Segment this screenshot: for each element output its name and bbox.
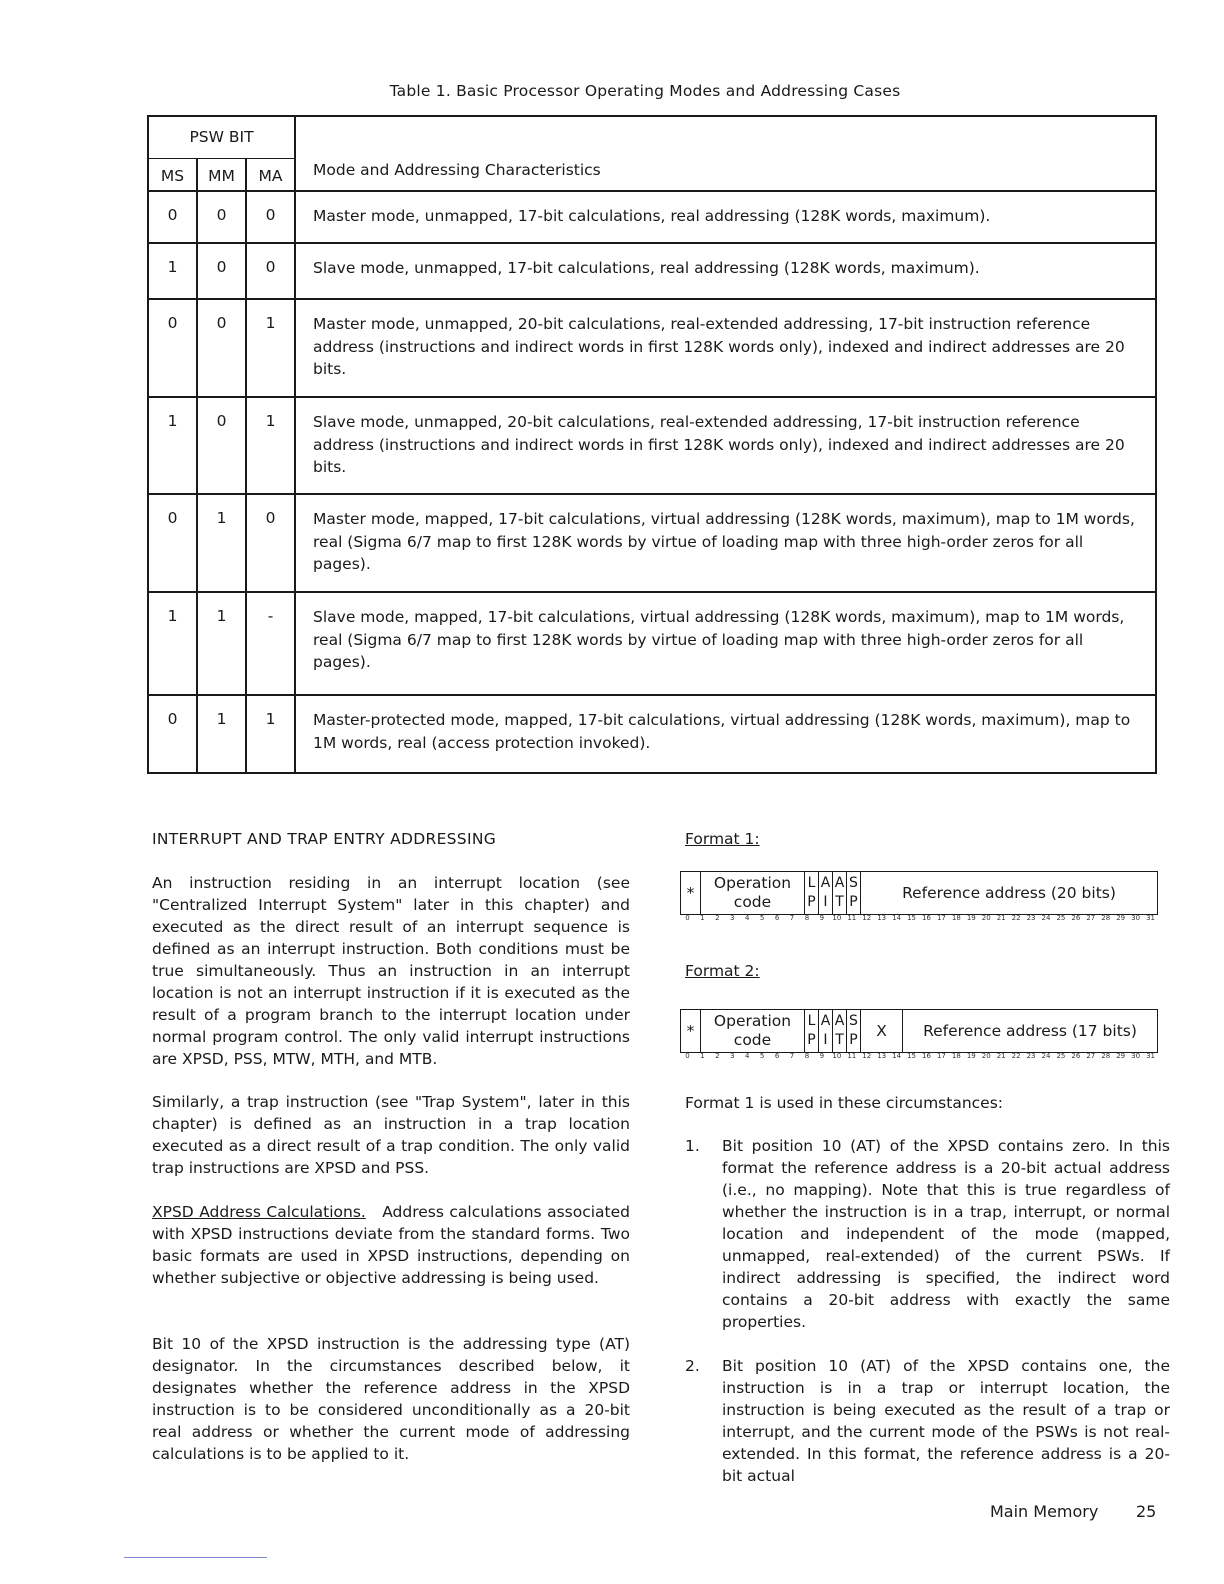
mm-cell: 0: [197, 191, 246, 243]
bit-tick: 13: [877, 1052, 887, 1060]
bit-tick: 27: [1086, 914, 1096, 922]
desc-cell: Slave mode, unmapped, 20-bit calculations, real-extended addressing, 17-bit instruction reference address (instructions and indirect words in first 128K words only), indexed and indirect addresses are 20 bits.: [295, 397, 1156, 494]
bit-tick: 7: [789, 1052, 795, 1060]
desc-cell: Master-protected mode, mapped, 17-bit calculations, virtual addressing (128K words, maximum), map to 1M words, real (access protection invoked).: [295, 695, 1156, 773]
table-caption: Table 1. Basic Processor Operating Modes and Addressing Cases: [389, 82, 901, 100]
bit-tick: 16: [922, 1052, 931, 1060]
table-row: [148, 494, 1156, 592]
table-row: [148, 397, 1156, 494]
desc-cell: Slave mode, mapped, 17-bit calculations, virtual addressing (128K words, maximum), map to 1M words, real (Sigma 6/7 map to first 128K words by virtue of loading map with three high-order zeros for all pages).: [295, 592, 1156, 695]
list-number: 1.: [685, 1137, 700, 1155]
bit-tick: 7: [789, 914, 795, 922]
ms-cell: 0: [148, 695, 197, 773]
bit-tick: 15: [907, 1052, 916, 1060]
lp-field: L P: [805, 872, 819, 914]
bit-tick: 5: [759, 914, 765, 922]
mm-cell: 1: [197, 695, 246, 773]
bit-tick: 2: [715, 1052, 720, 1060]
ms-cell: 0: [148, 299, 197, 397]
sp-field: S P: [847, 1010, 861, 1052]
bit-tick: 10: [832, 914, 842, 922]
bit-tick: 3: [730, 1052, 735, 1060]
table-row: [148, 695, 1156, 773]
bit-tick: 10: [832, 1052, 842, 1060]
mm-cell: 0: [197, 299, 246, 397]
psw-bit-header: PSW BIT: [148, 116, 295, 158]
ms-header: MS: [148, 158, 197, 191]
bit-tick: 30: [1131, 914, 1141, 922]
paragraph-xpsd: [152, 1201, 630, 1289]
bit-tick: 14: [892, 914, 902, 922]
bit-tick: 22: [1011, 1052, 1021, 1060]
list-text: Bit position 10 (AT) of the XPSD contains one, the instruction is in a trap or interrupt location, the instruction is being executed as the result of a trap or interrupt, and the current mode of the PSWs is not real-extended. In this format, the reference address is a 20-bit actual: [722, 1357, 1170, 1485]
bit-tick: 26: [1071, 914, 1081, 922]
desc-header: Mode and Addressing Characteristics: [295, 116, 1156, 191]
format1-label: Format 1:: [685, 830, 760, 848]
table-header-row: [148, 116, 1156, 158]
bit-tick: 8: [804, 914, 810, 922]
mm-cell: 1: [197, 592, 246, 695]
ma-cell: 1: [246, 397, 295, 494]
bit-tick: 9: [819, 1052, 825, 1060]
ms-cell: 1: [148, 592, 197, 695]
bit-tick: 16: [922, 914, 931, 922]
ai-field: A I: [819, 1010, 833, 1052]
bit-tick: 30: [1131, 1052, 1141, 1060]
ms-cell: 0: [148, 494, 197, 592]
bit-tick: 6: [774, 1052, 780, 1060]
ma-cell: 1: [246, 695, 295, 773]
ms-cell: 1: [148, 397, 197, 494]
ma-cell: 1: [246, 299, 295, 397]
bit-tick: 1: [700, 1052, 705, 1060]
xpsd-subheading: XPSD Address Calculations.: [152, 1203, 366, 1221]
mm-header: MM: [197, 158, 246, 191]
bit-tick: 11: [847, 1052, 857, 1060]
bit-tick: 17: [936, 914, 946, 922]
format1-diagram: [680, 871, 1158, 915]
bit-tick: 25: [1056, 1052, 1066, 1060]
desc-cell: Slave mode, unmapped, 17-bit calculations, real addressing (128K words, maximum).: [295, 243, 1156, 299]
section-heading: INTERRUPT AND TRAP ENTRY ADDRESSING: [152, 830, 497, 848]
list-item-2: [685, 1355, 1170, 1487]
bit-scale-1: [680, 914, 1158, 922]
at-field: A T: [833, 872, 847, 914]
paragraph-bit10: Bit 10 of the XPSD instruction is the addressing type (AT) designator. In the circumstances described below, it designates whether the reference address in the XPSD instruction is to be considered unconditionally as a 20-bit real address or whether the current mode of addressing calculations is to be applied to it.: [152, 1335, 630, 1463]
bit-tick: 28: [1101, 1052, 1111, 1060]
table-row: [148, 243, 1156, 299]
list-number: 2.: [685, 1357, 700, 1375]
bit-tick: 6: [774, 914, 780, 922]
bit-tick: 31: [1146, 1052, 1155, 1060]
bit-tick: 21: [996, 914, 1006, 922]
desc-cell: Master mode, mapped, 17-bit calculations, virtual addressing (128K words, maximum), map to 1M words, real (Sigma 6/7 map to first 128K words by virtue of loading map with three high-order zeros for all pages).: [295, 494, 1156, 592]
bit-tick: 27: [1086, 1052, 1096, 1060]
paragraph-interrupt: An instruction residing in an interrupt location (see "Centralized Interrupt System" later in this chapter) and executed as the direct result of an interrupt sequence is defined as an interrupt instruction. Both conditions must be true simultaneously. Thus an instruction in an interrupt location is not an interrupt instruction if it is executed as the result of a program branch to the interrupt location under normal program control. The only valid interrupt instructions are XPSD, PSS, MTW, MTH, and MTB.: [152, 874, 630, 1068]
bit-tick: 29: [1116, 914, 1126, 922]
list-text: Bit position 10 (AT) of the XPSD contains zero. In this format the reference address is a 20-bit actual address (i.e., no mapping). Note that this is true regardless of whether the instruction is in a trap, interrupt, or normal location and independent of the mode (mapped, unmapped, real-extended) of the current PSWs. If indirect addressing is specified, the indirect word contains a 20-bit address with exactly the same properties.: [722, 1137, 1170, 1331]
bit-tick: 4: [744, 1052, 750, 1060]
bit-tick: 25: [1056, 914, 1066, 922]
table-row: [148, 592, 1156, 695]
bit-tick: 23: [1026, 1052, 1036, 1060]
bit-tick: 17: [936, 1052, 946, 1060]
bit-tick: 28: [1101, 914, 1111, 922]
ma-cell: 0: [246, 243, 295, 299]
desc-cell: Master mode, unmapped, 20-bit calculations, real-extended addressing, 17-bit instruction reference address (instructions and indirect words in first 128K words only), indexed and indirect addresses are 20 bits.: [295, 299, 1156, 397]
bit-tick: 11: [847, 914, 857, 922]
ma-header: MA: [246, 158, 295, 191]
format1-intro: Format 1 is used in these circumstances:: [685, 1094, 1004, 1112]
bit-tick: 8: [804, 1052, 810, 1060]
list-item-1: [685, 1135, 1170, 1333]
bit-tick: 22: [1011, 914, 1021, 922]
footer-section: Main Memory: [990, 1502, 1099, 1521]
xpsd-text: Address calculations associated with XPSD instructions deviate from the standard forms. Two basic formats are used in XPSD instructions, depending on whether subjective or objective addressing is being used.: [152, 1203, 630, 1287]
ai-field: A I: [819, 872, 833, 914]
paragraph-trap: Similarly, a trap instruction (see "Trap System", later in this chapter) is defined as an instruction in a trap location executed as a direct result of a trap condition. The only valid trap instructions are XPSD and PSS.: [152, 1093, 630, 1177]
bit-tick: 15: [907, 914, 916, 922]
format2-diagram: [680, 1009, 1158, 1053]
bit-tick: 12: [862, 914, 872, 922]
table-row: [148, 191, 1156, 243]
reference-address-20-field: Reference address (20 bits): [902, 884, 1116, 902]
star-field: *: [681, 1010, 701, 1052]
bit-tick: 20: [981, 1052, 991, 1060]
bit-tick: 12: [862, 1052, 872, 1060]
page-number: 25: [1136, 1502, 1157, 1521]
bit-tick: 31: [1146, 914, 1155, 922]
bit-tick: 21: [996, 1052, 1006, 1060]
bit-tick: 3: [730, 914, 735, 922]
bottom-rule: [124, 1557, 267, 1558]
bit-scale-2: [680, 1052, 1158, 1060]
opcode-field: Operation code: [701, 1010, 805, 1052]
reference-address-17-field: Reference address (17 bits): [923, 1022, 1137, 1040]
ma-cell: 0: [246, 494, 295, 592]
lp-field: L P: [805, 1010, 819, 1052]
bit-tick: 18: [951, 914, 961, 922]
opcode-field: Operation code: [701, 872, 805, 914]
bit-tick: 4: [744, 914, 750, 922]
sp-field: S P: [847, 872, 861, 914]
bit-tick: 13: [877, 914, 887, 922]
ma-cell: 0: [246, 191, 295, 243]
at-field: A T: [833, 1010, 847, 1052]
mm-cell: 0: [197, 243, 246, 299]
format2-label: Format 2:: [685, 962, 760, 980]
bit-tick: 1: [700, 914, 705, 922]
table-row: [148, 299, 1156, 397]
ms-cell: 1: [148, 243, 197, 299]
bit-tick: 23: [1026, 914, 1036, 922]
desc-cell: Master mode, unmapped, 17-bit calculations, real addressing (128K words, maximum).: [295, 191, 1156, 243]
bit-tick: 0: [685, 1052, 690, 1060]
mm-cell: 1: [197, 494, 246, 592]
bit-tick: 24: [1041, 1052, 1051, 1060]
bit-tick: 2: [715, 914, 720, 922]
bit-tick: 20: [981, 914, 991, 922]
bit-tick: 26: [1071, 1052, 1081, 1060]
bit-tick: 14: [892, 1052, 902, 1060]
bit-tick: 9: [819, 914, 825, 922]
bit-tick: 29: [1116, 1052, 1126, 1060]
bit-tick: 24: [1041, 914, 1051, 922]
modes-table: [147, 115, 1157, 774]
bit-tick: 19: [966, 914, 976, 922]
bit-tick: 19: [966, 1052, 976, 1060]
ma-cell: -: [246, 592, 295, 695]
mm-cell: 0: [197, 397, 246, 494]
bit-tick: 0: [685, 914, 690, 922]
star-field: *: [681, 872, 701, 914]
ms-cell: 0: [148, 191, 197, 243]
bit-tick: 5: [759, 1052, 765, 1060]
bit-tick: 18: [951, 1052, 961, 1060]
x-field: X: [861, 1010, 903, 1052]
